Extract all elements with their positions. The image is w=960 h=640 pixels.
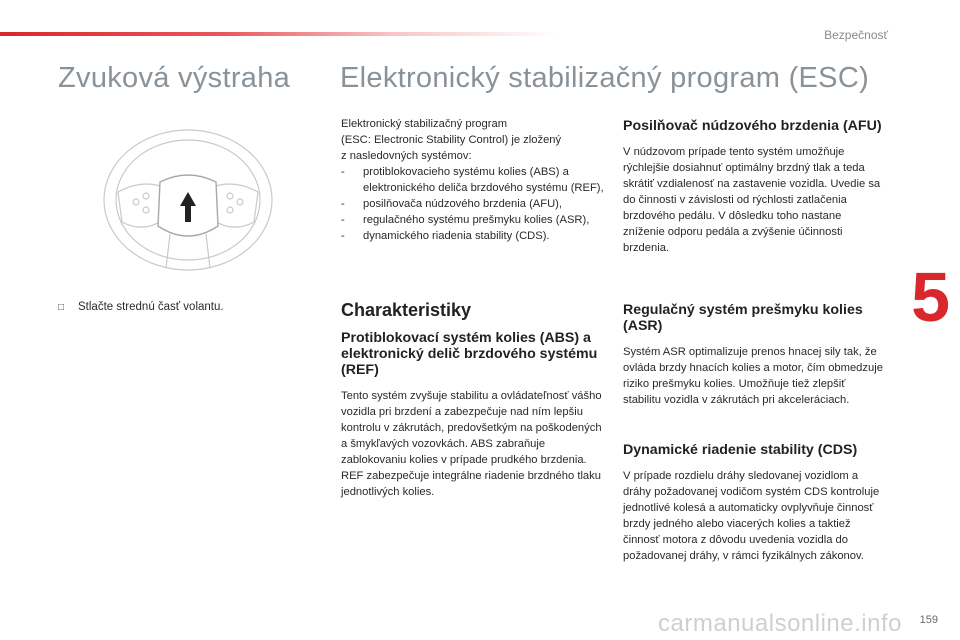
list-item: - posilňovača núdzového brzdenia (AFU),	[341, 196, 606, 212]
abs-body: Tento systém zvyšuje stabilitu a ovládateľnosť vášho vozidla pri brzdení a zabezpečuje nad ním lepšiu kontrolu v zákrutách, predovšetkým na poškodených a šmykľavých vozovkách. ABS zabraňuje zablokovaniu kolies v prípade prudkého brzdenia.	[341, 390, 602, 466]
esc-intro	[341, 116, 606, 244]
intro-list	[341, 164, 606, 244]
intro-line: z nasledovných systémov:	[341, 150, 472, 162]
afu-section	[623, 118, 883, 256]
chapter-number: 5	[911, 258, 950, 336]
steering-wheel-illustration	[100, 122, 276, 272]
characteristics-heading: Charakteristiky	[341, 300, 472, 320]
list-item: - regulačného systému prešmyku kolies (ASR),	[341, 212, 606, 228]
list-item: - protiblokovacieho systému kolies (ABS) a elektronického deliča brzdového systému (REF),	[341, 164, 606, 196]
asr-heading: Regulačný systém prešmyku kolies (ASR)	[623, 302, 863, 334]
cds-heading: Dynamické riadenie stability (CDS)	[623, 442, 858, 458]
horn-instruction-text: Stlačte strednú časť volantu.	[78, 301, 224, 313]
section-title: Bezpečnosť	[824, 28, 888, 42]
cds-body: V prípade rozdielu dráhy sledovanej vozidlom a dráhy požadovanej vodičom systém CDS kontroluje jednotlivé kolesá a automaticky ovplyvňuje činnosť brzdy jedného alebo viacerých kolies a taktiež činnosť motora z dôvodu uvedenia vozidla do požadovanej dráhy, v rámci fyzikálnych zákonov.	[623, 470, 880, 562]
intro-line: Elektronický stabilizačný program	[341, 118, 508, 130]
watermark: carmanualsonline.info	[658, 610, 902, 637]
esc-title: Elektronický stabilizačný program (ESC)	[340, 62, 870, 94]
asr-body: Systém ASR optimalizuje prenos hnacej sily tak, že ovláda brzdy hnacích kolies a motor, čím obmedzuje riziko prešmyku kolies. Umožňuje tiež zlepšiť stabilitu vozidla v zákrutách pri akceleráciach.	[623, 346, 883, 406]
page-number: 159	[919, 614, 938, 626]
afu-heading: Posilňovač núdzového brzdenia (AFU)	[623, 118, 882, 134]
list-item: - dynamického riadenia stability (CDS).	[341, 228, 606, 244]
abs-body-ref: REF zabezpečuje integrálne riadenie brzdného tlaku jednotlivých kolies.	[341, 470, 601, 498]
abs-section	[341, 330, 606, 500]
horn-title: Zvuková výstraha	[58, 62, 291, 94]
cds-section	[623, 442, 883, 564]
horn-instruction	[58, 301, 224, 313]
asr-section	[623, 302, 883, 408]
checkbox-icon: □	[58, 302, 65, 313]
header-accent-bar	[0, 32, 560, 36]
afu-body: V núdzovom prípade tento systém umožňuje rýchlejšie dosiahnuť optimálny brzdný tlak a teda skrátiť vzdialenosť na zastavenie vozidla. Uvedie sa do činnosti v závislosti od rýchlosti zatlačenia brzdového pedálu. V dôsledku toho nastane zníženie odporu pedála a zvýšenie účinnosti brzdenia.	[623, 146, 881, 254]
intro-line: (ESC: Electronic Stability Control) je zložený	[341, 134, 562, 146]
abs-heading: Protiblokovací systém kolies (ABS) a elektronický delič brzdového systému (REF)	[341, 330, 598, 378]
